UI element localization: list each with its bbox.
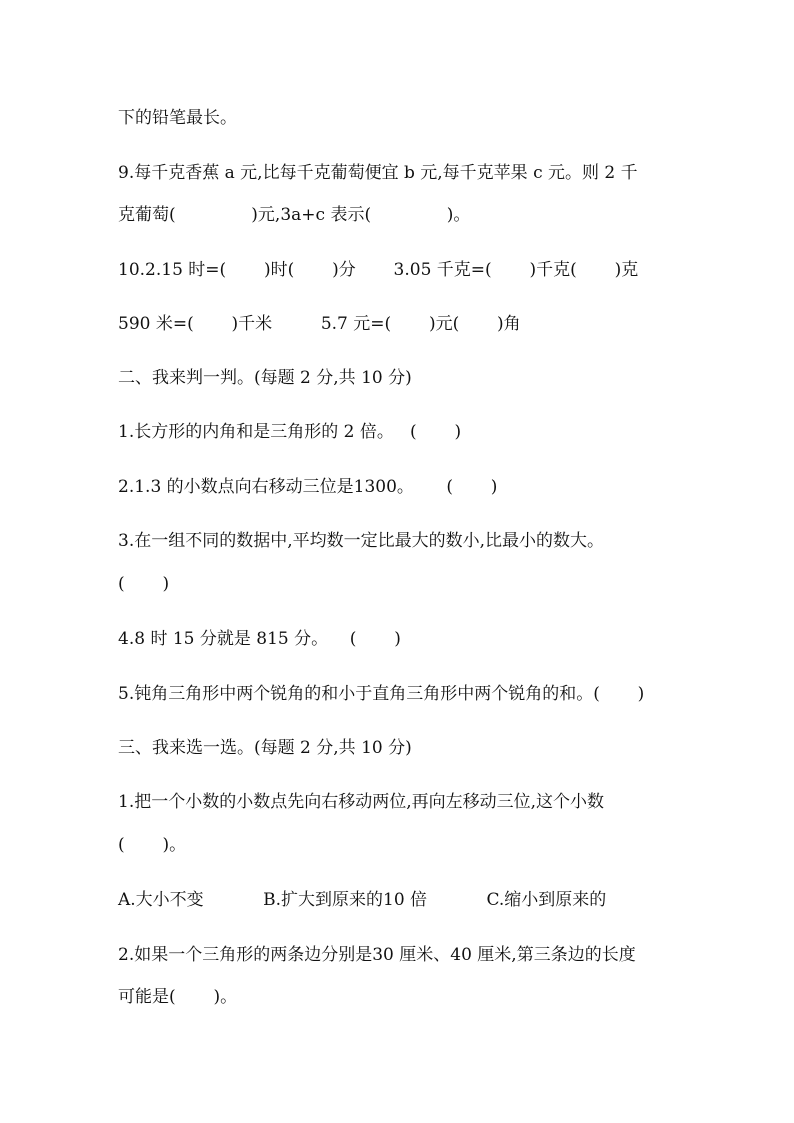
judge-question-2: 2.1.3 的小数点向右移动三位是1300。 ( ) (118, 477, 498, 497)
choice-question-1-line-2: ( )。 (118, 835, 187, 855)
choice-question-2-line-2: 可能是( )。 (118, 987, 238, 1007)
question-10-line-2: 590 米=( )千米 5.7 元=( )元( )角 (118, 314, 521, 334)
text-line-continuation: 下的铅笔最长。 (118, 108, 237, 128)
question-10-line-1: 10.2.15 时=( )时( )分 3.05 千克=( )千克( )克 (118, 260, 639, 280)
section-2-heading: 二、我来判一判。(每题 2 分,共 10 分) (118, 368, 412, 388)
judge-question-3-line-2: ( ) (118, 574, 170, 594)
section-3-heading: 三、我来选一选。(每题 2 分,共 10 分) (118, 738, 412, 758)
judge-question-4: 4.8 时 15 分就是 815 分。 ( ) (118, 629, 401, 649)
judge-question-1: 1.长方形的内角和是三角形的 2 倍。 ( ) (118, 422, 462, 442)
choice-question-1-options: A.大小不变 B.扩大到原来的10 倍 C.缩小到原来的 (118, 890, 607, 910)
choice-question-2-line-1: 2.如果一个三角形的两条边分别是30 厘米、40 厘米,第三条边的长度 (118, 945, 636, 965)
judge-question-3-line-1: 3.在一组不同的数据中,平均数一定比最大的数小,比最小的数大。 (118, 531, 605, 551)
question-9-line-1: 9.每千克香蕉 a 元,比每千克葡萄便宜 b 元,每千克苹果 c 元。则 2 千 (118, 163, 638, 183)
choice-question-1-line-1: 1.把一个小数的小数点先向右移动两位,再向左移动三位,这个小数 (118, 792, 605, 812)
question-9-line-2: 克葡萄( )元,3a+c 表示( )。 (118, 205, 471, 225)
judge-question-5: 5.钝角三角形中两个锐角的和小于直角三角形中两个锐角的和。( ) (118, 684, 645, 704)
